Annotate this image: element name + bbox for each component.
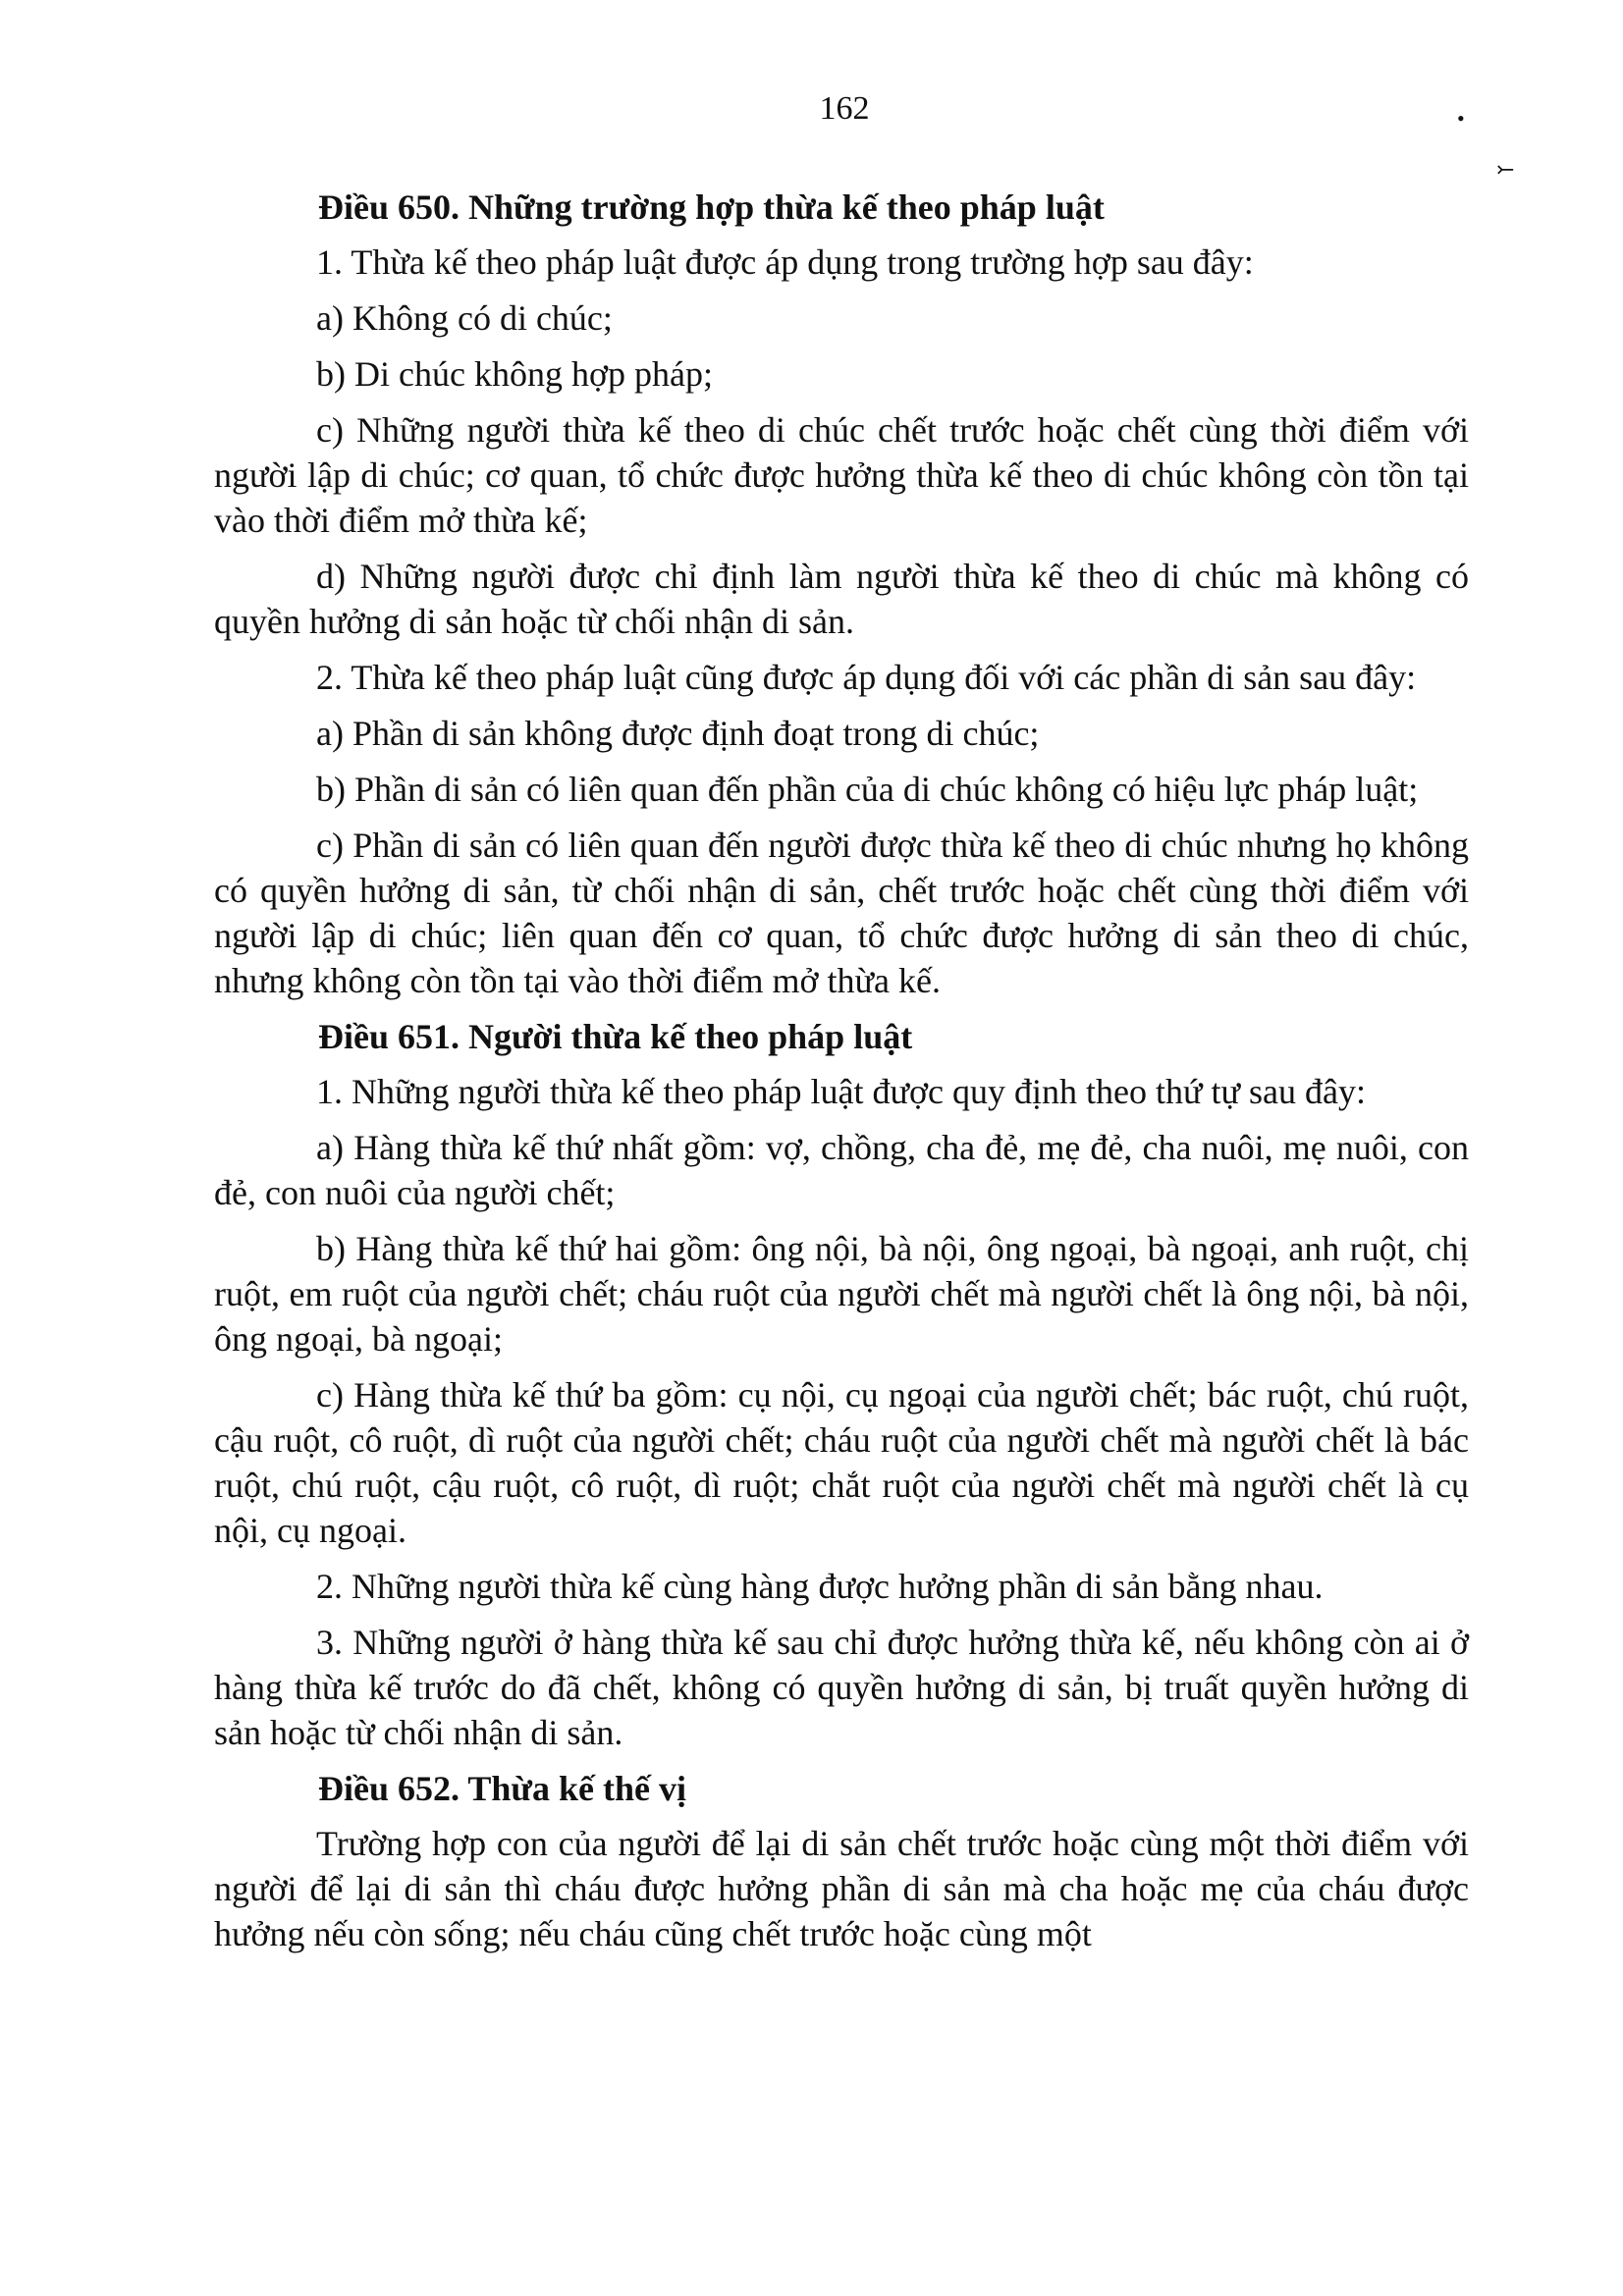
clause-paragraph: a) Hàng thừa kế thứ nhất gồm: vợ, chồng, cha đẻ, mẹ đẻ, cha nuôi, mẹ nuôi, con đẻ, con nuôi của người chết; <box>214 1128 1469 1212</box>
clause-paragraph: a) Phần di sản không được định đoạt trong di chúc; <box>316 714 1040 753</box>
clause-paragraph: a) Không có di chúc; <box>316 298 613 338</box>
article-651 <box>214 1014 1469 1755</box>
article-650 <box>214 185 1469 1003</box>
clause-paragraph: 3. Những người ở hàng thừa kế sau chỉ được hưởng thừa kế, nếu không còn ai ở hàng thừa kế trước do đã chết, không có quyền hưởng di sản, bị truất quyền hưởng di sản hoặc từ chối nhận di sản. <box>214 1623 1469 1752</box>
page-number: 162 <box>819 90 870 127</box>
clause-paragraph: 1. Những người thừa kế theo pháp luật được quy định theo thứ tự sau đây: <box>316 1072 1366 1111</box>
clause-paragraph: 2. Thừa kế theo pháp luật cũng được áp dụng đối với các phần di sản sau đây: <box>316 658 1417 697</box>
clause-paragraph: 2. Những người thừa kế cùng hàng được hưởng phần di sản bằng nhau. <box>316 1567 1324 1606</box>
article-heading: Điều 652. Thừa kế thế vị <box>318 1769 686 1808</box>
clause-paragraph: d) Những người được chỉ định làm người thừa kế theo di chúc mà không có quyền hưởng di sản hoặc từ chối nhận di sản. <box>214 557 1469 641</box>
clause-paragraph: b) Phần di sản có liên quan đến phần của di chúc không có hiệu lực pháp luật; <box>316 770 1419 809</box>
margin-tick-mark: ⤚ <box>1496 157 1515 182</box>
clause-paragraph: b) Hàng thừa kế thứ hai gồm: ông nội, bà nội, ông ngoại, bà ngoại, anh ruột, chị ruột, em ruột của người chết; cháu ruột của người chết mà người chết là ông nội, bà nội, ông ngoại, bà ngoại; <box>214 1229 1469 1359</box>
article-heading: Điều 650. Những trường hợp thừa kế theo pháp luật <box>318 187 1105 227</box>
clause-paragraph: 1. Thừa kế theo pháp luật được áp dụng trong trường hợp sau đây: <box>316 242 1254 282</box>
clause-paragraph: c) Hàng thừa kế thứ ba gồm: cụ nội, cụ ngoại của người chết; bác ruột, chú ruột, cậu ruột, cô ruột, dì ruột của người chết; cháu ruột của người chết mà người chết là bác ruột, chú ruột, cậu ruột, cô ruột, dì ruột; chắt ruột của người chết mà người chết là cụ nội, cụ ngoại. <box>214 1375 1469 1550</box>
clause-paragraph: c) Phần di sản có liên quan đến người được thừa kế theo di chúc nhưng họ không có quyền hưởng di sản, từ chối nhận di sản, chết trước hoặc chết cùng thời điểm với người lập di chúc; liên quan đến cơ quan, tổ chức được hưởng di sản theo di chúc, nhưng không còn tồn tại vào thời điểm mở thừa kế. <box>214 826 1469 1000</box>
margin-dot-mark: • <box>1457 106 1465 131</box>
article-heading: Điều 651. Người thừa kế theo pháp luật <box>318 1017 913 1056</box>
article-652 <box>214 1766 1469 1956</box>
document-body <box>214 185 1469 1967</box>
clause-paragraph: c) Những người thừa kế theo di chúc chết trước hoặc chết cùng thời điểm với người lập di chúc; cơ quan, tổ chức được hưởng thừa kế theo di chúc không còn tồn tại vào thời điểm mở thừa kế; <box>214 410 1469 540</box>
clause-paragraph: Trường hợp con của người để lại di sản chết trước hoặc cùng một thời điểm với người để lại di sản thì cháu được hưởng phần di sản mà cha hoặc mẹ của cháu được hưởng nếu còn sống; nếu cháu cũng chết trước hoặc cùng một <box>214 1824 1469 1953</box>
clause-paragraph: b) Di chúc không hợp pháp; <box>316 354 713 394</box>
